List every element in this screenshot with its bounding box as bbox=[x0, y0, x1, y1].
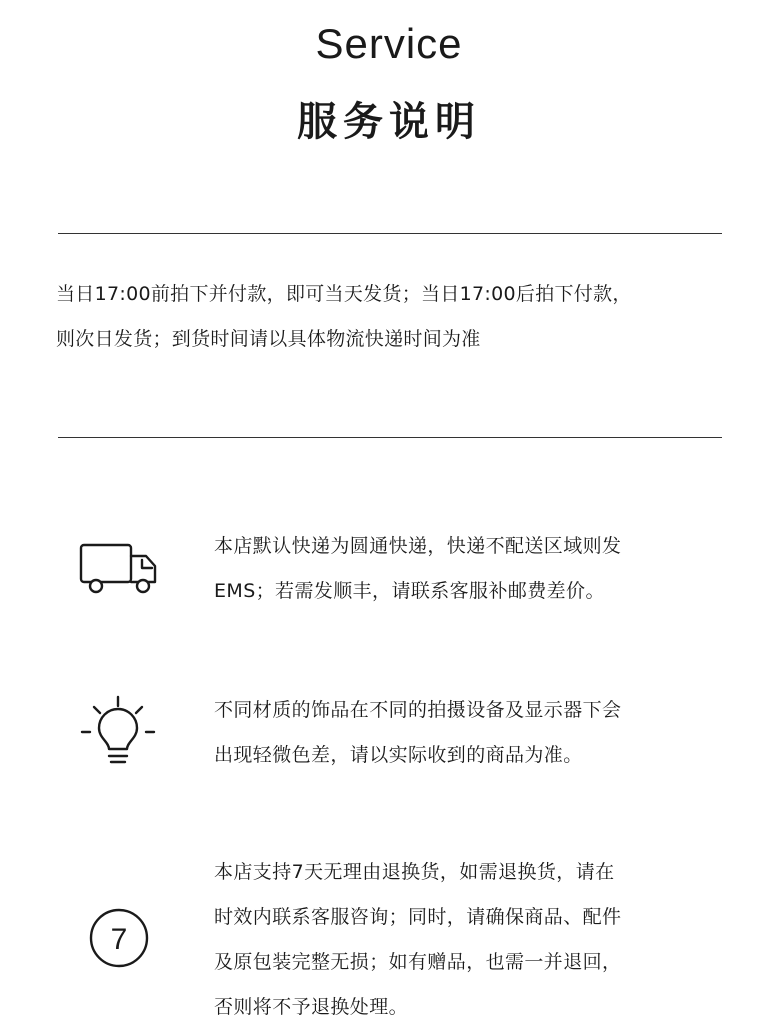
returns-text bbox=[214, 850, 714, 1030]
shipping-intro-line-2: 则次日发货；到货时间请以具体物流快递时间为准 bbox=[56, 328, 481, 350]
seven-days-icon-text: 7 bbox=[110, 923, 128, 956]
returns-text-line-2: 时效内联系客服咨询；同时，请确保商品、配件 bbox=[214, 906, 622, 928]
divider-middle bbox=[58, 437, 722, 438]
shipping-intro-line-1: 当日17:00前拍下并付款，即可当天发货；当日17:00后拍下付款， bbox=[56, 283, 632, 305]
color-difference-text-line-1: 不同材质的饰品在不同的拍摄设备及显示器下会 bbox=[214, 699, 622, 721]
returns-text-line-4: 否则将不予退换处理。 bbox=[214, 996, 409, 1018]
delivery-text-line-1: 本店默认快递为圆通快递，快递不配送区域则发 bbox=[214, 535, 622, 557]
color-difference-text bbox=[214, 688, 714, 778]
lightbulb-icon bbox=[78, 694, 158, 774]
color-difference-text-line-2: 出现轻微色差，请以实际收到的商品为准。 bbox=[214, 744, 583, 766]
delivery-text-line-2: EMS；若需发顺丰，请联系客服补邮费差价。 bbox=[214, 580, 605, 602]
page-title-zh: 服务说明 bbox=[297, 99, 481, 145]
divider-top bbox=[58, 233, 722, 234]
seven-days-icon bbox=[88, 907, 150, 973]
shipping-intro bbox=[56, 272, 736, 362]
returns-text-line-3: 及原包装完整无损；如有赠品，也需一并退回， bbox=[214, 951, 622, 973]
page-title-en: Service bbox=[315, 20, 463, 67]
truck-icon bbox=[78, 542, 158, 600]
returns-text-line-1: 本店支持7天无理由退换货，如需退换货，请在 bbox=[214, 861, 615, 883]
delivery-text bbox=[214, 524, 714, 614]
